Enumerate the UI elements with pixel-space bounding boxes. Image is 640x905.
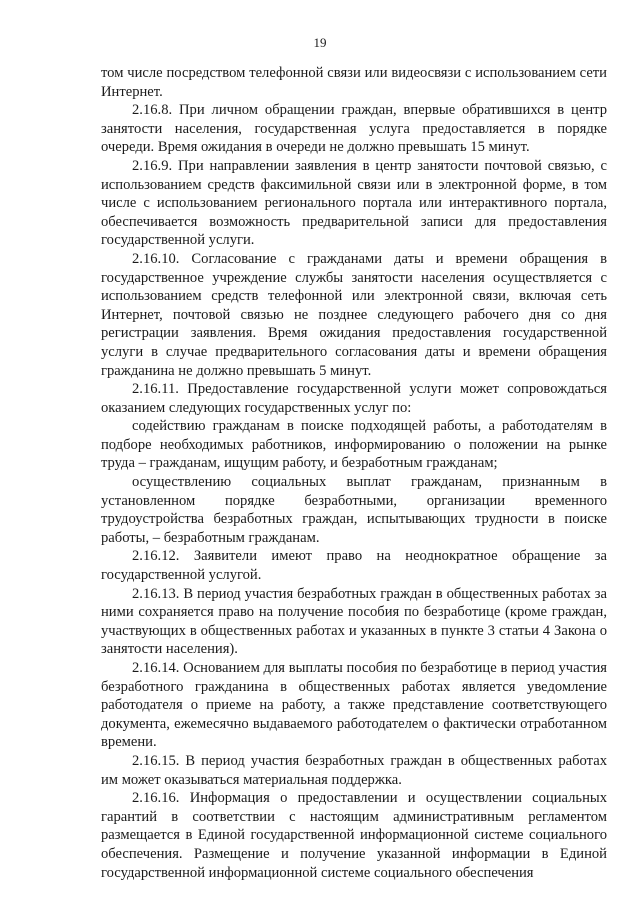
paragraph-2-16-15: 2.16.15. В период участия безработных граждан в общественных работах им может оказываться материальная поддержка. xyxy=(101,752,607,788)
paragraph-2-16-11: 2.16.11. Предоставление государственной услуги может сопровождаться оказанием следующих государственных услуг по: xyxy=(101,381,607,416)
paragraph-2-16-13: 2.16.13. В период участия безработных граждан в общественных работах за ними сохраняется право на получение пособия по безработице (кроме граждан, участвующих в общественных работах и указанных в пункте 3 статьи 4 Закона о занятости населения). xyxy=(101,585,607,658)
paragraph-list-item-1: содействию гражданам в поиске подходящей работы, а работодателям в подборе необходимых работников, информированию о положении на рынке труда – гражданам, ищущим работу, и безработным гражданам; xyxy=(101,418,607,472)
paragraph-continuation: том числе посредством телефонной связи или видеосвязи с использованием сети Интернет. xyxy=(101,65,607,100)
paragraph-2-16-14: 2.16.14. Основанием для выплаты пособия по безработице в период участия безработного гражданина в общественных работах является уведомление работодателя о приеме на работу, а также представление соответствующего документа, ежемесячно выдаваемого работодателем о фактически отработанном времени. xyxy=(101,660,607,751)
paragraph-2-16-16: 2.16.16. Информация о предоставлении и осуществлении социальных гарантий в соответствии с настоящим административным регламентом размещается в Единой государственной информационной системе социального обеспечения. Размещение и получение указанной информации в Единой государственной информационной системе социального обеспечения xyxy=(101,790,607,881)
paragraph-list-item-2: осуществлению социальных выплат гражданам, признанным в установленном порядке безработными, организации временного трудоустройства безработных граждан, испытывающих трудности в поиске работы, – безработным гражданам. xyxy=(101,474,607,546)
paragraph-2-16-10: 2.16.10. Согласование с гражданами даты и времени обращения в государственное учреждение службы занятости населения осуществляется с использованием средств телефонной или электронной связи, включая сеть Интернет, почтовой связью не позднее следующего рабочего дня со дня регистрации заявления. Время ожидания предоставления государственной услуги в случае предварительного согласования даты и времени обращения гражданина не должно превышать 5 минут. xyxy=(101,250,607,379)
document-body xyxy=(101,64,607,882)
paragraph-2-16-9: 2.16.9. При направлении заявления в центр занятости почтовой связью, с использованием средств факсимильной связи или в электронной форме, в том числе с использованием регионального портала или интерактивного портала, обеспечивается возможность предварительной записи для предоставления государственной услуги. xyxy=(101,157,607,249)
page-number: 19 xyxy=(313,35,327,50)
paragraph-2-16-8: 2.16.8. При личном обращении граждан, впервые обратившихся в центр занятости населения, государственная услуга предоставляется в порядке очереди. Время ожидания в очереди не должно превышать 15 минут. xyxy=(101,102,607,156)
paragraph-2-16-12: 2.16.12. Заявители имеют право на неоднократное обращение за государственной услугой. xyxy=(101,548,607,584)
